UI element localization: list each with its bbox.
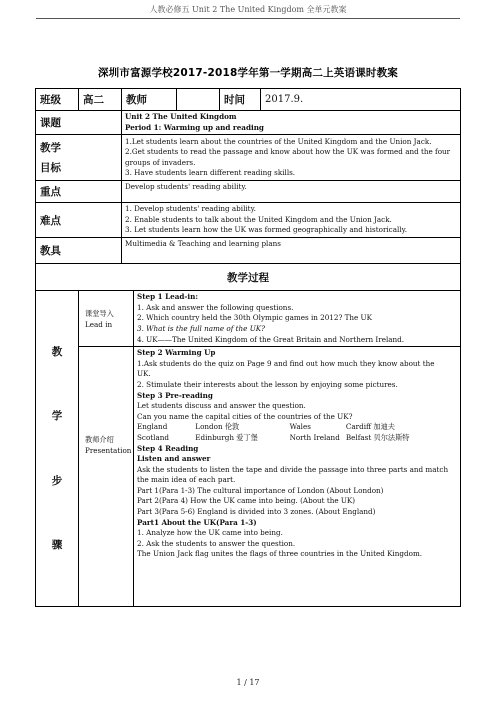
- difficulty-label: 难点: [36, 203, 122, 238]
- step-3-line: Can you name the capital cities of the countries of the UK?: [137, 411, 353, 421]
- listen-line: Part 2(Para 4) How the UK came into being. (About the UK): [137, 496, 356, 506]
- aids-label: 教具: [36, 238, 122, 264]
- phase-2-en: Presentation: [85, 445, 132, 455]
- step-3-title: Step 3 Pre-reading: [137, 390, 213, 400]
- page-number: 1 / 17: [236, 678, 260, 687]
- part1-title: Part1 About the UK(Para 1-3): [137, 517, 257, 527]
- goals-row: [36, 135, 461, 181]
- page-header: [0, 0, 496, 24]
- difficulty-row: [36, 203, 461, 238]
- city-country: Wales: [289, 422, 311, 432]
- phase-2-label: [79, 347, 134, 607]
- topic-row: [36, 111, 461, 135]
- goal-line: 3. Have students learn different reading skills.: [125, 168, 296, 178]
- goals-content: [122, 135, 461, 181]
- difficulty-line: 3. Let students learn how the UK was formed geographically and historically.: [125, 225, 407, 235]
- key-point-row: [36, 181, 461, 203]
- topic-content: [122, 111, 461, 135]
- topic-line: Period 1: Warming up and reading: [125, 122, 264, 132]
- topic-label: 课题: [36, 111, 122, 135]
- steps-char: 骤: [51, 539, 63, 552]
- goals-label: [36, 135, 122, 181]
- city-country: North Ireland: [289, 432, 340, 442]
- step-2-title: Step 2 Warming Up: [137, 348, 216, 358]
- key-point-content: Develop students' reading ability.: [122, 181, 461, 203]
- step-4-title: Step 4 Reading: [137, 443, 199, 453]
- process-title: 教学过程: [36, 264, 461, 291]
- header-text: 人教必修五 Unit 2 The United Kingdom 全单元教案: [149, 5, 347, 14]
- listen-line: Part 3(Para 5-6) England is divided into 3 zones. (About England): [137, 507, 376, 517]
- part1-line: 1. Analyze how the UK came into being.: [137, 528, 283, 538]
- city-capital: Edinburgh 爱丁堡: [195, 432, 258, 442]
- step-2-line: UK.: [137, 369, 151, 379]
- aids-row: [36, 238, 461, 264]
- step-3-line: Let students discuss and answer the question.: [137, 401, 306, 411]
- teacher-value: [177, 89, 220, 111]
- steps-char: 学: [51, 410, 63, 423]
- part1-line: The Union Jack flag unites the flags of three countries in the United Kingdom.: [137, 549, 423, 559]
- phase-1-en: Lead in: [85, 319, 113, 329]
- goals-label-line: 教学: [40, 141, 61, 154]
- aids-content: Multimedia & Teaching and learning plans: [122, 238, 461, 264]
- phase-2-cn: 教师介绍: [85, 435, 114, 445]
- step-1-title: Step 1 Lead-in:: [137, 292, 199, 302]
- city-country: Scotland: [137, 432, 169, 442]
- city-capital: London 伦敦: [195, 422, 240, 432]
- topic-line: Unit 2 The United Kingdom: [125, 112, 237, 121]
- city-country: England: [137, 422, 168, 432]
- document-title: 深圳市富源学校2017-2018学年第一学期高二上英语课时教案: [97, 67, 398, 79]
- listen-line: Ask the students to listen the tape and divide the passage into three parts and match: [137, 464, 449, 474]
- city-capital: Cardiff 加迪夫: [345, 422, 395, 432]
- time-label: 时间: [220, 89, 261, 111]
- phase-1-label: [79, 291, 134, 347]
- phase-2-content: [134, 347, 461, 607]
- goal-line: groups of invaders.: [125, 157, 196, 167]
- step-2-line: 1.Ask students do the quiz on Page 9 and find out how much they know about the: [137, 358, 435, 368]
- goal-line: 1.Let students learn about the countries of the United Kingdom and the Union Jack.: [125, 136, 432, 146]
- lesson-plan-table: [35, 88, 461, 607]
- part1-line: 2. Ask the students to answer the question.: [137, 538, 296, 548]
- key-point-label: 重点: [36, 181, 122, 203]
- cities-row: [137, 433, 457, 444]
- goal-line: 2.Get students to read the passage and know about how the UK was formed and the four: [125, 147, 451, 157]
- grade-label: 班级: [36, 89, 79, 111]
- steps-label: [36, 291, 79, 607]
- difficulty-line: 2. Enable students to talk about the United Kingdom and the Union Jack.: [125, 214, 392, 224]
- listen-line: the main idea of each part.: [137, 475, 236, 485]
- difficulty-line: 1. Develop students' reading ability.: [125, 204, 256, 214]
- phase-2-row: [36, 347, 461, 607]
- cities-row: [137, 422, 457, 433]
- city-capital: Belfast 贝尔法斯特: [345, 432, 410, 442]
- phase-1-row: [36, 291, 461, 347]
- grade-value: 高二: [79, 89, 122, 111]
- steps-char: 步: [51, 474, 63, 487]
- step-1-line: 2. Which country held the 30th Olympic games in 2012? The UK: [137, 313, 372, 323]
- process-title-row: [36, 264, 461, 291]
- listen-line: Part 1(Para 1-3) The cultural importance of London (About London): [137, 485, 384, 495]
- difficulty-content: [122, 203, 461, 238]
- teacher-label: 教师: [122, 89, 177, 111]
- phase-1-content: [134, 291, 461, 347]
- step-1-line: 3. What is the full name of the UK?: [137, 323, 265, 333]
- header-rule: [36, 18, 460, 19]
- listen-title: Listen and answer: [137, 454, 211, 464]
- time-value: 2017.9.: [261, 89, 461, 111]
- step-2-line: 2. Stimulate their interests about the lesson by enjoying some pictures.: [137, 379, 398, 389]
- steps-char: 教: [51, 345, 63, 358]
- info-row: [36, 89, 461, 111]
- goals-label-line: 目标: [40, 161, 61, 174]
- step-1-line: 4. UK——The United Kingdom of the Great Britain and Northern Ireland.: [137, 334, 405, 344]
- step-1-line: 1. Ask and answer the following questions.: [137, 302, 294, 312]
- phase-1-cn: 课堂导入: [85, 309, 114, 319]
